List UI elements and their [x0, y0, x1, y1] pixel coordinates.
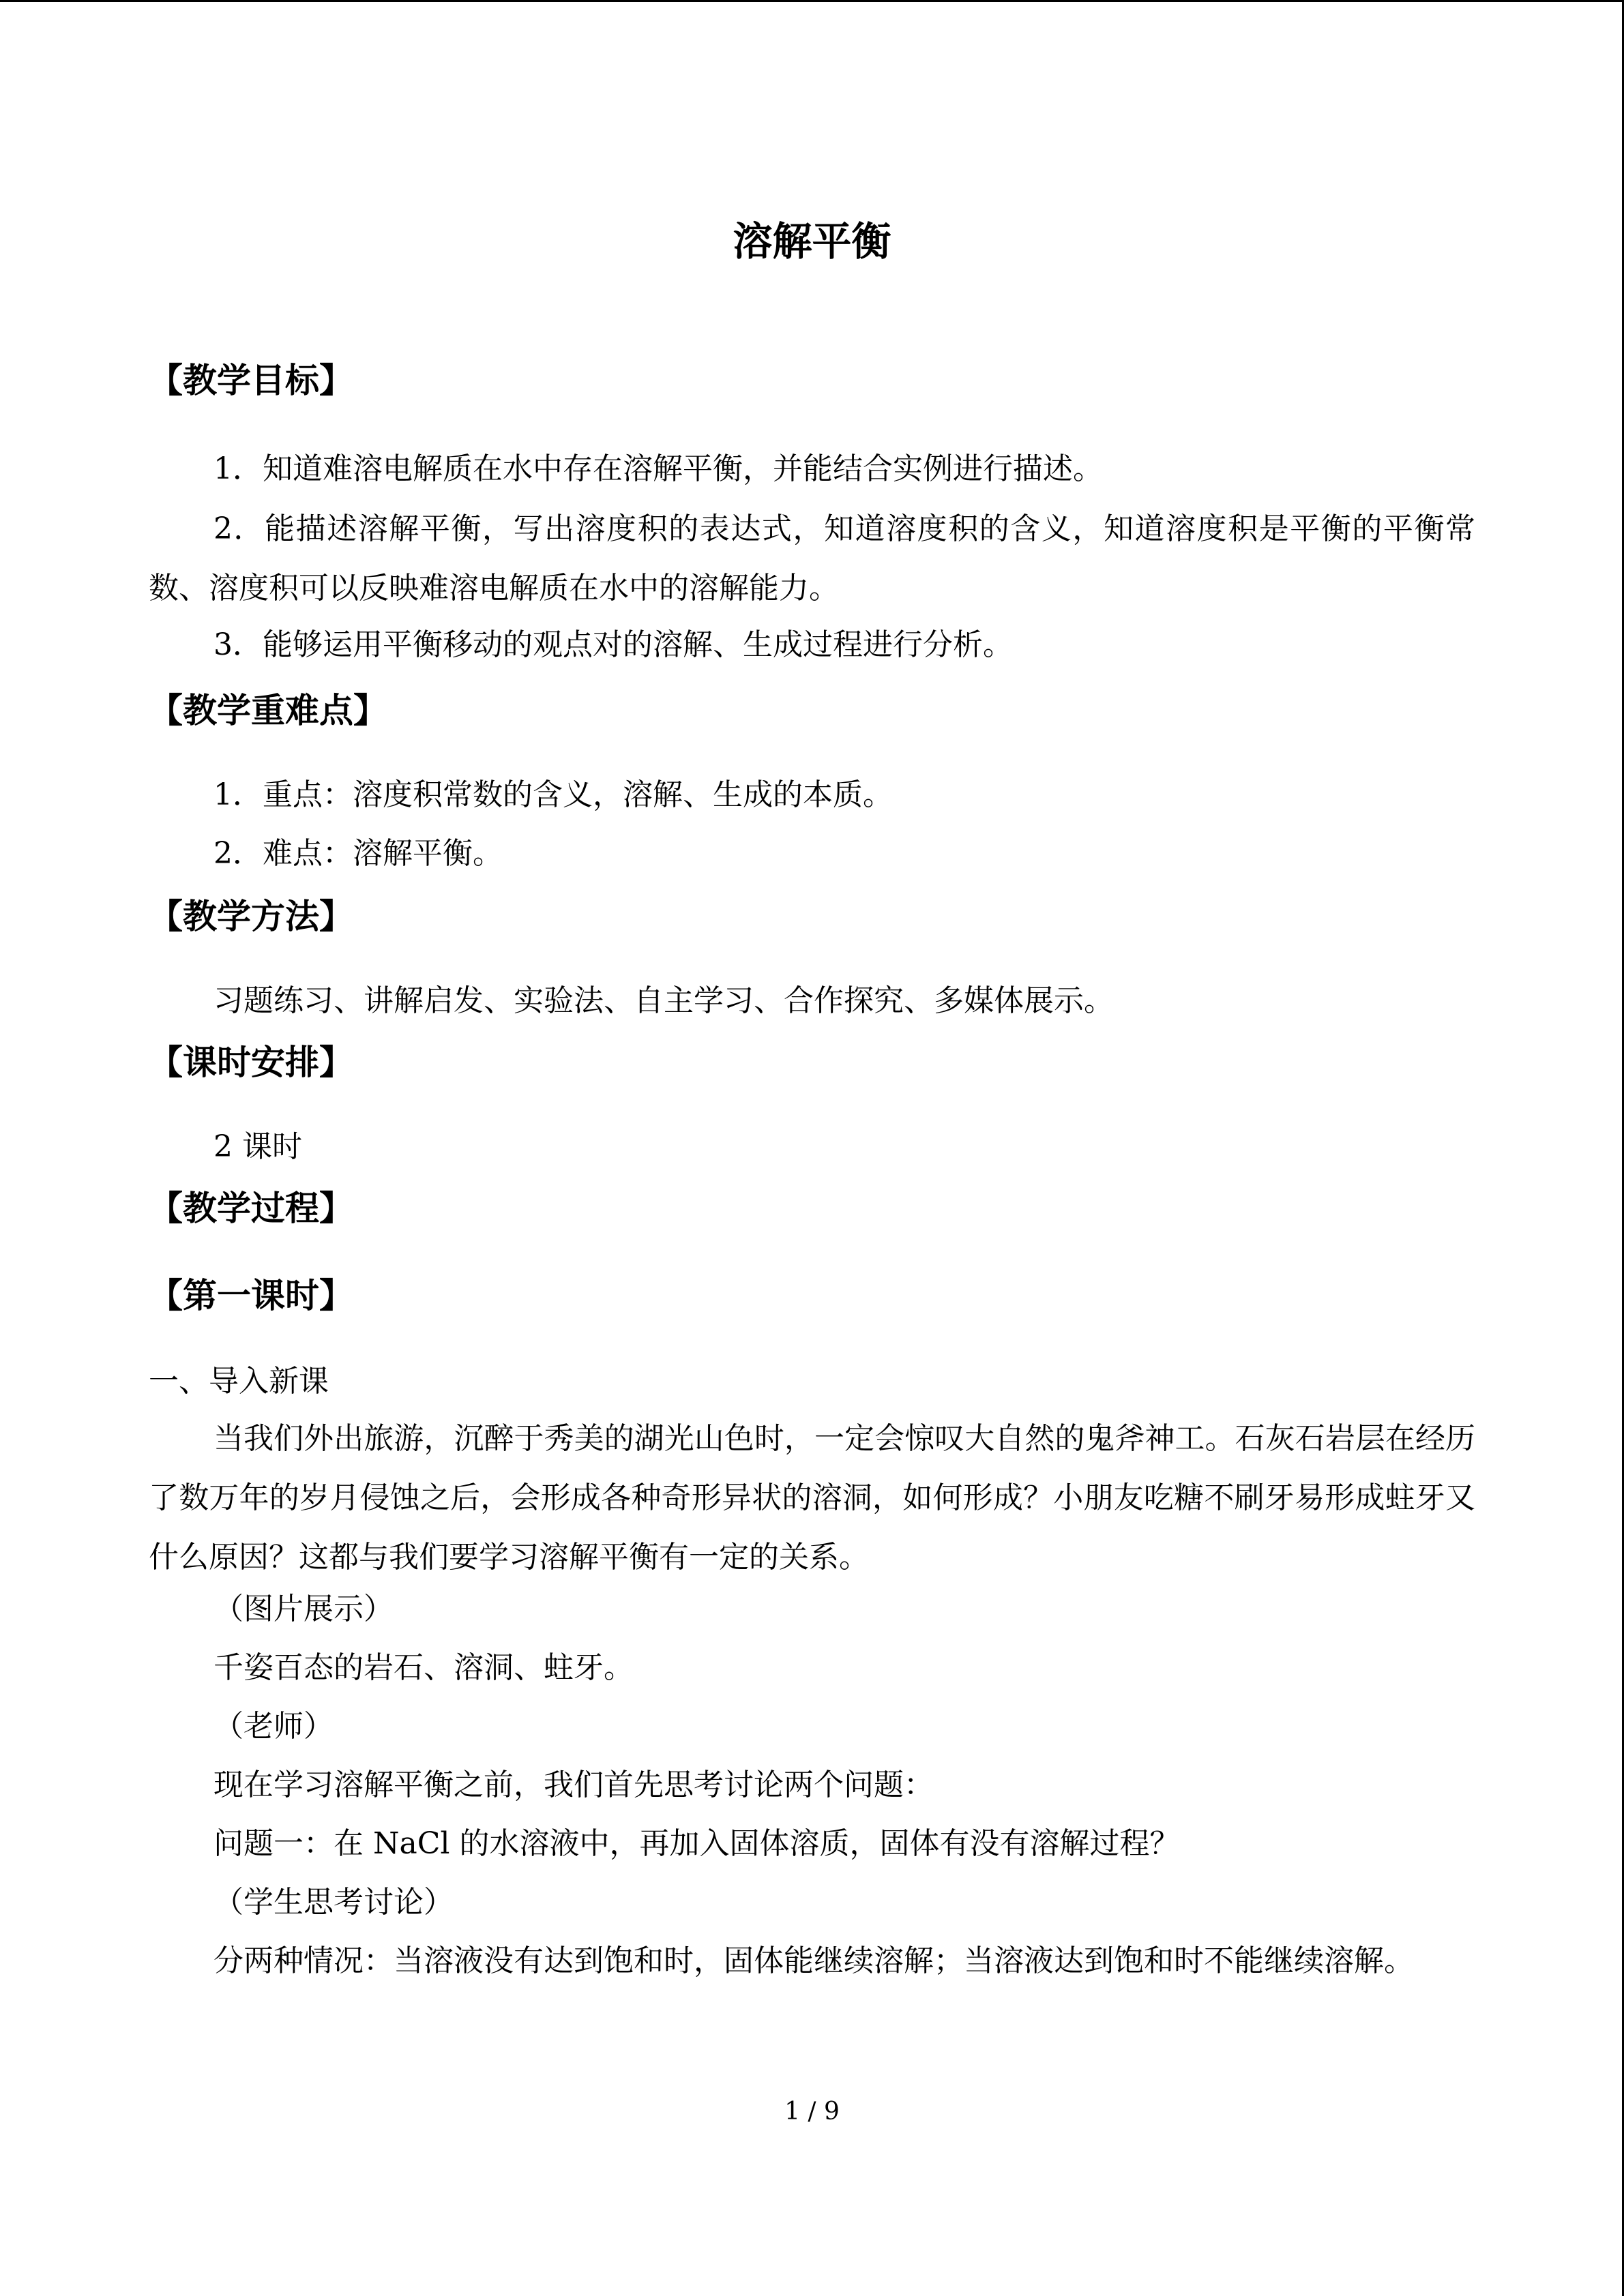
line-teacher: （老师） — [213, 1709, 334, 1744]
page-border-top — [0, 0, 1624, 2]
line-student-discussion: （学生思考讨论） — [213, 1885, 454, 1920]
objective-item-2: 2．能描述溶解平衡，写出溶度积的表达式，知道溶度积的含义，知道溶度积是平衡的平衡常数、溶度积可以反映难溶电解质在水中的溶解能力。 — [149, 511, 1475, 606]
objective-item-1: 1．知道难溶电解质在水中存在溶解平衡，并能结合实例进行描述。 — [213, 451, 1103, 486]
line-picture-show: （图片展示） — [213, 1592, 394, 1626]
final-paragraph: 分两种情况：当溶液没有达到饱和时，固体能继续溶解；当溶液达到饱和时不能继续溶解。 — [213, 1943, 1414, 1978]
key-point-item-1: 1．重点：溶度积常数的含义，溶解、生成的本质。 — [213, 777, 893, 812]
schedule-text: 2 课时 — [213, 1129, 302, 1164]
heading-methods: 【教学方法】 — [149, 897, 353, 936]
part1-title: 一、导入新课 — [149, 1364, 329, 1399]
line-discussion-intro: 现在学习溶解平衡之前，我们首先思考讨论两个问题： — [213, 1768, 934, 1802]
heading-key-points: 【教学重难点】 — [149, 691, 387, 730]
objective-item-3: 3．能够运用平衡移动的观点对的溶解、生成过程进行分析。 — [213, 627, 1013, 662]
heading-objectives: 【教学目标】 — [149, 361, 353, 400]
page-indicator: 1 / 9 — [784, 2098, 840, 2126]
heading-first-lesson: 【第一课时】 — [149, 1276, 353, 1315]
heading-process: 【教学过程】 — [149, 1189, 353, 1228]
line-picture-desc: 千姿百态的岩石、溶洞、蛀牙。 — [213, 1650, 634, 1685]
intro-paragraph: 当我们外出旅游，沉醉于秀美的湖光山色时，一定会惊叹大自然的鬼斧神工。石灰石岩层在经历了数万年的岁月侵蚀之后，会形成各种奇形异状的溶洞，如何形成？小朋友吃糖不刷牙易形成蛀牙又什么原因？这都与我们要学习溶解平衡有一定的关系。 — [149, 1421, 1475, 1575]
key-point-item-2: 2．难点：溶解平衡。 — [213, 836, 503, 871]
document-title: 溶解平衡 — [733, 218, 891, 265]
heading-schedule: 【课时安排】 — [149, 1043, 353, 1082]
methods-text: 习题练习、讲解启发、实验法、自主学习、合作探究、多媒体展示。 — [213, 983, 1114, 1018]
line-question-one: 问题一：在 NaCl 的水溶液中，再加入固体溶质，固体有没有溶解过程？ — [213, 1826, 1180, 1861]
